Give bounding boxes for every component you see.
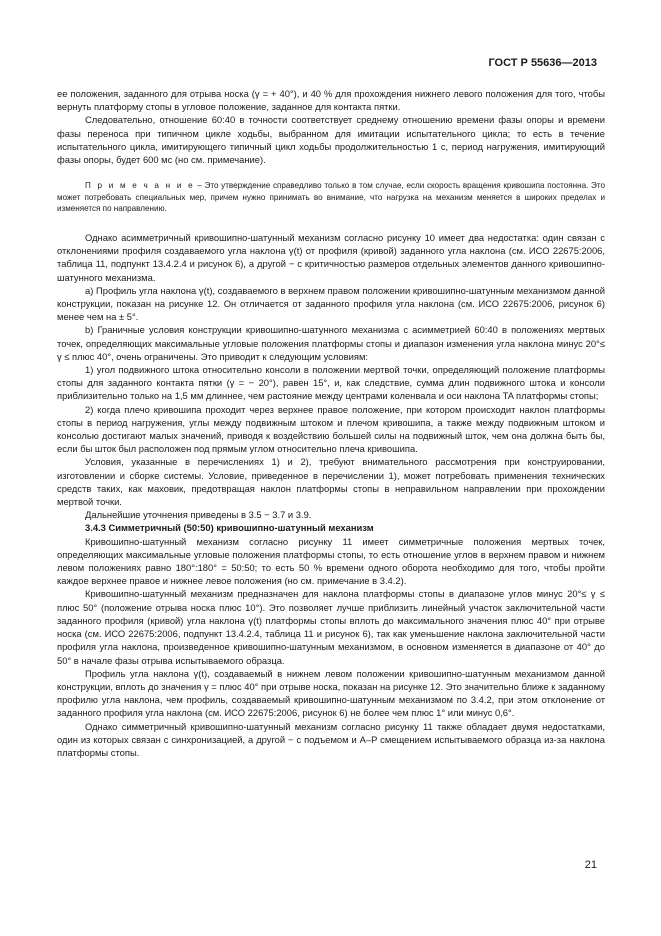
paragraph: ее положения, заданного для отрыва носка (γ = + 40°), и 40 % для прохождения нижнего левого положения для того, чтобы вернуть платформу стопы в угловое положение, заданное для контакта пятки. [57,88,605,113]
paragraph: Дальнейшие уточнения приведены в 3.5 − 3.7 и 3.9. [85,509,312,521]
note [57,180,605,215]
section-heading: 3.4.3 Симметричный (50:50) кривошипно-шатунный механизм [85,522,374,534]
paragraph: Профиль угла наклона γ(t), создаваемый в нижнем левом положении кривошипно-шатунным механизмом данной конструкции, вплоть до значения γ = плюс 40° при отрыве носка, показан на рисунке 12. Это значительно ближе к заданному профилю угла наклона, чем профиль, создаваемый кривошипно-шатунным механизмом по 3.4.2, при этом отклонение от заданного профиля угла наклона (см. ИСО 22675:2006, рисунок 6) не более чем плюс 1° или минус 0,6°. [57,667,605,719]
paragraph: а) Профиль угла наклона γ(t), создаваемого в верхнем правом положении кривошипно-шатунным механизмом данной конструкции, показан на рисунке 12. Он отличается от заданного профиля угла наклона (см. ИСО 22675:2006, рисунок 6) менее чем на ± 5°. [57,284,605,323]
paragraph: Однако асимметричный кривошипно-шатунный механизм согласно рисунку 10 имеет два недостатка: один связан с отклонениями профиля создаваемого угла наклона γ(t) от профиля (кривой) заданного угла наклона (см. ИСО 22675:2006, таблица 11, подпункт 13.4.2.4 и рисунок 6), а другой − с критичностью размеров отдельных элементов данного кривошипно-шатунного механизма. [57,232,605,283]
document-header: ГОСТ Р 55636—2013 [488,57,597,69]
paragraph: Следовательно, отношение 60:40 в точности соответствует среднему отношению времени фазы опоры и времени фазы переноса при типичном цикле ходьбы, выбранном для имитации испытательного цикла; то есть в течение испытательного цикла, имитирующего типичный цикл ходьбы продолжительностью 1 с, период нагружения, имитирующий фазы опоры, будет 600 мс (но см. примечание). [57,114,605,166]
paragraph: 2) когда плечо кривошипа проходит через верхнее правое положение, при котором происходит наклон платформы стопы в период нагружения, углы между подвижным штоком и плечом кривошипа, а также между подвижным штоком и консолью достигают малых значений, приводя к воздействию большей силы на подвижный шток, чем она должна быть бы, если бы шток был расположен под прямым углом относительно плеча кривошипа. [57,403,605,455]
paragraph: b) Граничные условия конструкции кривошипно-шатунного механизма с асимметрией 60:40 в положениях мертвых точек, определяющих максимальные угловые положения платформы стопы и диапазон изменения угла наклона минус 20°≤ γ ≤ плюс 40°, очень ограничены. Это приводит к следующим условиям: [57,324,605,362]
paragraph: Условия, указанные в перечислениях 1) и 2), требуют внимательного рассмотрения при конструировании, изготовлении и сборке системы. Условие, приведенное в перечислении 1), может потребовать применения технических средств таких, как маховик, предотвращая наклон платформы стопы в неправильном направлении при прохождении мертвой точки. [57,456,605,508]
paragraph: Однако симметричный кривошипно-шатунный механизм согласно рисунку 11 также обладает двумя недостатками, один из которых связан с синхронизацией, а другой − с подъемом и A–P смещением испытываемого образца из-за наклона платформы стопы. [57,720,605,758]
paragraph: Кривошипно-шатунный механизм согласно рисунку 11 имеет симметричные положения мертвых точек, определяющих максимальные угловые положения платформы стопы, то есть отношение углов в верхнем правом и нижнем левом положениях равно 180°:180° = 50:50; то есть 50 % времени одного оборота необходимо для того, чтобы пройти каждое верхнее правое и нижнее левое положения (но см. примечание в 3.4.2). [57,535,605,587]
paragraph: 1) угол подвижного штока относительно консоли в положении мертвой точки, определяющий положение платформы стопы для заданного контакта пятки (γ = − 20°), равен 15°, и, как следствие, сумма длин подвижного штока и консоли приблизительно только на 1,5 мм длиннее, чем растояние между центрами коленвала и оси наклона TA платформы стопы; [57,364,605,402]
page-number: 21 [584,859,597,871]
page-content [57,87,605,759]
note-text: – Это утверждение справедливо только в том случае, если скорость вращения кривошипа постоянна. Это может потребовать специальных мер, причем нужно принимать во внимание, что нагрузка на механизм меняется в широких пределах и изменяется по направлению. [57,181,605,214]
note-label: П р и м е ч а н и е [85,181,195,191]
paragraph: Кривошипно-шатунный механизм предназначен для наклона платформы стопы в диапазоне углов минус 20°≤ γ ≤ плюс 50° (положение отрыва носка плюс 10°). Это позволяет лучше приблизить линейный участок заключительной части заданного профиля (кривой) угла наклона γ(t) платформы стопы вплоть до максимального значения плюс 40° при отрыве носка (см. ИСО 22675:2006, подпункт 13.4.2.4, таблица 11 и рисунок 6), так как уменьшение наклона заключительной части профиля угла наклона, произведенное кривошипно-шатунным механизмом, в основном изменяется в диапазоне от 40° до 50° в начале фазы отрыва испытываемого образца. [57,588,605,666]
